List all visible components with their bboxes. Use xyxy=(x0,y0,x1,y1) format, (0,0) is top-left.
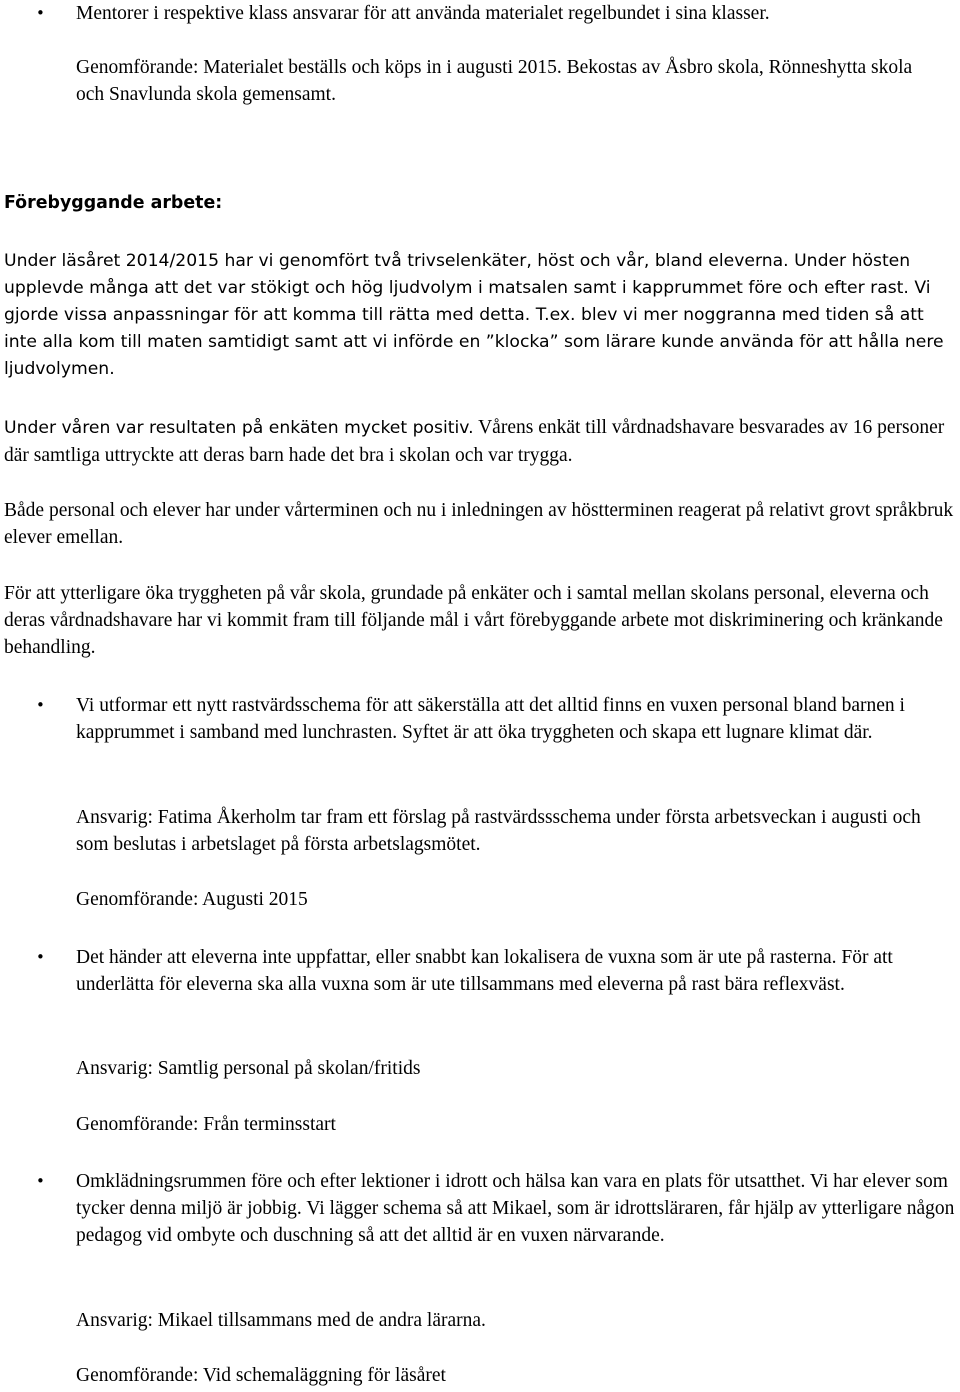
survey-result-paragraph xyxy=(4,414,956,469)
goal-1-genomforande: Genomförande: Augusti 2015 xyxy=(76,889,308,910)
forebyggande-heading: Förebyggande arbete: xyxy=(4,193,223,213)
varens-enkat-text: Vårens enkät till vårdnadshavare besvarades av 16 personer där samtliga uttryckte att deras barn hade det bra i skolan och var trygga. xyxy=(4,417,945,466)
personal-paragraph: Både personal och elever har under vårterminen och nu i inledningen av höstterminen reagerat på relativt grovt språkbruk elever emellan. xyxy=(4,500,954,548)
goal-3-genomforande: Genomförande: Vid schemaläggning för läsåret xyxy=(76,1365,446,1386)
goal-2-genomforande: Genomförande: Från terminsstart xyxy=(76,1114,336,1135)
goal-2-text: Det händer att eleverna inte uppfattar, eller snabbt kan lokalisera de vuxna som är ute på rasterna. För att underlätta för eleverna ska alla vuxna som är ute tillsammans med eleverna på rast bära reflexväst. xyxy=(76,947,893,995)
goal-3-ansvarig: Ansvarig: Mikael tillsammans med de andra lärarna. xyxy=(76,1310,486,1331)
goal-1-ansvarig: Ansvarig: Fatima Åkerholm tar fram ett förslag på rastvärdssschema under första arbetsveckan i augusti och som beslutas i arbetslaget på första arbetslagsmötet. xyxy=(76,807,921,855)
goal-1-text: Vi utformar ett nytt rastvärdsschema för att säkerställa att det alltid finns en vuxen personal bland barnen i kapprummet i samband med lunchrasten. Syftet är att öka tryggheten och skapa ett lugnare klimat där. xyxy=(76,695,905,743)
bullet-glyph: • xyxy=(36,948,45,966)
goal-3-text: Omklädningsrummen före och efter lektioner i idrott och hälsa kan vara en plats för utsatthet. Vi har elever som tycker denna miljö är jobbig. Vi lägger schema så att Mikael, som är idrottsläraren, får hjälp av ytterligare någon pedagog vid ombyte och duschning så att det alltid är en vuxen närvarande. xyxy=(76,1171,955,1246)
bullet-glyph: • xyxy=(36,696,45,714)
bullet-glyph: • xyxy=(36,1172,45,1190)
mentor-bullet-text: Mentorer i respektive klass ansvarar för att använda materialet regelbundet i sina klasser. xyxy=(76,3,770,24)
forebyggande-paragraph: Under läsåret 2014/2015 har vi genomfört två trivselenkäter, höst och vår, bland eleverna. Under hösten upplevde många att det var stökigt och hög ljudvolym i matsalen samt i kapprummet före och efter rast. Vi gjorde vissa anpassningar för att komma till rätta med detta. T.ex. blev vi mer noggranna med tiden så att inte alla kom till maten samtidigt samt att vi införde en ”klocka” som lärare kunde använda för att hålla nere ljudvolymen. xyxy=(4,251,944,379)
goal-2-ansvarig: Ansvarig: Samtlig personal på skolan/fritids xyxy=(76,1058,421,1079)
trygghet-paragraph: För att ytterligare öka tryggheten på vår skola, grundade på enkäter och i samtal mellan skolans personal, eleverna och deras vårdnadshavare har vi kommit fram till följande mål i vårt förebyggande arbete mot diskriminering och kränkande behandling. xyxy=(4,583,943,658)
material-genomforande: Genomförande: Materialet beställs och köps in i augusti 2015. Bekostas av Åsbro skola, Rönneshytta skola och Snavlunda skola gemensamt. xyxy=(76,57,913,105)
var-result-text: Under våren var resultaten på enkäten mycket positiv. xyxy=(4,418,474,438)
bullet-glyph: • xyxy=(36,4,45,22)
